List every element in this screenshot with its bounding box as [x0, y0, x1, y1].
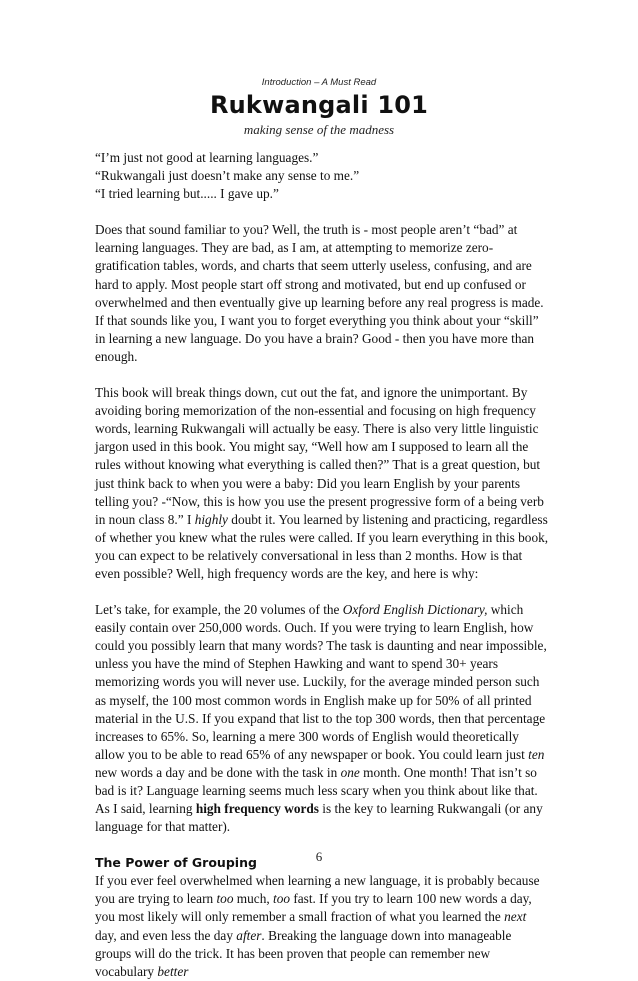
emphasis: highly [194, 511, 228, 527]
text-run: Let’s take, for example, the 20 volumes of the [95, 602, 343, 618]
chapter-kicker: Introduction – A Must Read [261, 77, 377, 88]
emphasis: too [216, 891, 234, 907]
text-run: This book will break things down, cut out the fat, and ignore the unimportant. By avoiding boring memorization of the non-essential and focusing on high frequency words, learning Rukwangali will actually be easy. There is also very little linguistic jargon used in this book. You might say, “Well how am I supposed to learn all the rules without knowing what everything is called then?” That is a great question, but just think back to when you were a baby: Did you learn English by your parents telling you? -“Now, this is how you use the present progressive form of a being verb in noun class 8.” I [95, 385, 544, 527]
paragraph [95, 872, 549, 981]
text-run: is the key to learning Rukwangali (or any language for that matter). [95, 801, 543, 835]
emphasis: after [236, 927, 262, 943]
text-run: new words a day and be done with the task in [95, 764, 341, 780]
quote-line: “I tried learning but..... I gave up.” [95, 186, 279, 202]
emphasis: too [273, 891, 290, 907]
paragraph: Does that sound familiar to you? Well, the truth is - most people aren’t “bad” at learning languages. They are bad, as I am, at attempting to memorize zero-gratification tables, words, and charts that seem utterly useless, confusing, and are hard to apply. Most people start off strong and motivated, but end up confused or overwhelmed and then eventually give up learning before any real progress is made. If that sounds like you, I want you to forget everything you think about your “skill” in learning a new language. Do you have a brain? Good - then you have more than enough. [95, 222, 544, 364]
emphasis: ten [528, 746, 545, 762]
quote-line: “Rukwangali just doesn’t make any sense to me.” [95, 168, 360, 184]
paragraph [95, 384, 549, 583]
text-run: If you ever feel overwhelmed when learning a new language, it is probably because you are trying to learn [95, 873, 540, 907]
paragraph [95, 601, 549, 836]
text-run: doubt it. You learned by listening and practicing, regardless of whether you knew what the rules were called. If you learn everything in this book, you can expect to be relatively conversational in less than 2 months. How is that even possible? Well, high frequency words are the key, and here is why: [95, 511, 549, 581]
text-run: . Breaking the language down into manageable groups will do the trick. It has been proven that people can remember new vocabulary [95, 927, 512, 979]
page-number: 6 [315, 849, 323, 864]
text-run: fast. If you try to learn 100 new words a day, you most likely will only remember a small fraction of what you learned the [95, 891, 532, 925]
text-run: day, and even less the day [95, 927, 237, 943]
text-run: which easily contain over 250,000 words. Ouch. If you were trying to learn English, how could you possibly learn that many words? The task is daunting and near impossible, unless you have the mind of Stephen Hawking and want to spend 30+ years memorizing words you will never use. Luckily, for the average minded person such as myself, the 100 most common words in English make up for 50% of all printed material in the U.S. If you expand that list to the top 300 words, then that percentage increases to 65%. So, learning a mere 300 words of English would theoretically allow you to be able to read 65% of any newspaper or book. You could learn just [95, 602, 547, 762]
emphasis: better [157, 963, 189, 979]
page-title: Rukwangali 101 [209, 91, 429, 119]
emphasis: Oxford English Dictionary, [342, 602, 488, 618]
text-run: much, [233, 891, 273, 907]
page-subtitle: making sense of the madness [243, 122, 395, 137]
bold-phrase: high frequency words [195, 801, 319, 817]
section-heading: The Power of Grouping [95, 855, 257, 871]
emphasis: next [504, 909, 527, 925]
emphasis: one [340, 764, 360, 780]
quote-line: “I’m just not good at learning languages.” [95, 150, 319, 165]
text-run: month. One month! That isn’t so bad is it? Language learning seems much less scary when you think about like that. As I said, learning [95, 764, 538, 817]
quote-block [95, 149, 549, 203]
